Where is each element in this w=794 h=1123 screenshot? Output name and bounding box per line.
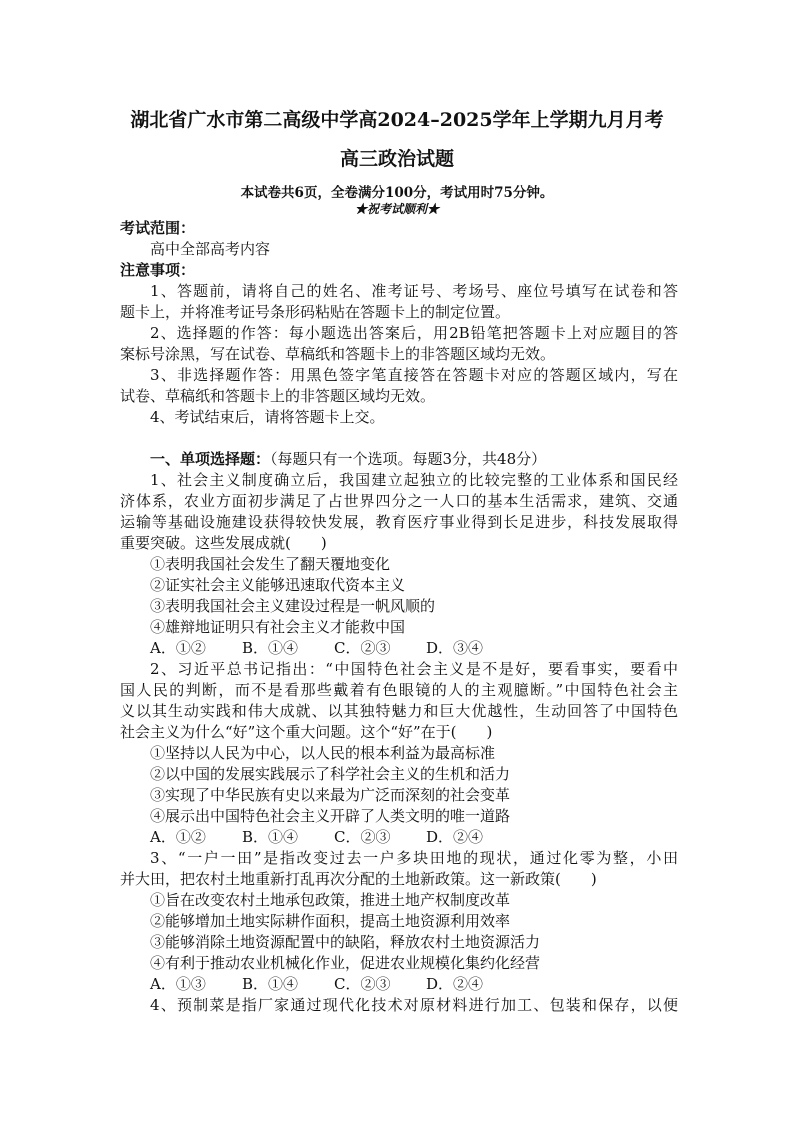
q1-choice-a: A．①② <box>150 639 206 657</box>
q2-stem-line-4: 社会主义为什么“好”这个重大问题。这个“好”在于( ) <box>120 723 493 741</box>
note-1-line-1: 1、答题前，请将自己的姓名、准考证号、考场号、座位号填写在试卷和答 <box>150 282 678 300</box>
q3-statement-4: ④有利于推动农业机械化作业，促进农业规模化集约化经营 <box>150 954 541 972</box>
q3-statement-1: ①旨在改变农村土地承包政策，推进土地产权制度改革 <box>150 891 511 909</box>
q3-choice-c: C．②③ <box>334 975 391 993</box>
exam-info: 本试卷共6页，全卷满分100分，考试用时75分钟。 <box>240 185 554 201</box>
q2-stem-line-3: 义以其生动实践和伟大成就、以其独特魅力和巨大优越性，生动回答了中国特色 <box>120 702 678 720</box>
q1-stem-line-4: 重要突破。这些发展成就( ) <box>120 534 327 552</box>
q1-stem-line-1: 1、社会主义制度确立后，我国建立起独立的比较完整的工业体系和国民经 <box>150 471 678 489</box>
note-3-line-1: 3、非选择题作答：用黑色签字笔直接答在答题卡对应的答题区域内，写在 <box>150 366 678 384</box>
q3-choice-b: B．①④ <box>242 975 299 993</box>
spacer <box>120 428 678 449</box>
q1-choice-d: D．③④ <box>426 639 484 657</box>
exam-title: 湖北省广水市第二高级中学高2024–2025学年上学期九月月考 <box>130 109 664 131</box>
q1-stem-line-2: 济体系，农业方面初步满足了占世界四分之一人口的基本生活需求，建筑、交通 <box>120 492 678 510</box>
q1-statement-1: ①表明我国社会发生了翻天覆地变化 <box>150 555 391 573</box>
scope-text: 高中全部高考内容 <box>150 240 271 258</box>
q1-choice-c: C．②③ <box>334 639 391 657</box>
section-1-instruction: （每题只有一个选项。每题3分，共48分） <box>270 450 547 468</box>
section-1-heading <box>120 449 678 470</box>
q2-statement-3: ③实现了中华民族有史以来最为广泛而深刻的社会变革 <box>150 786 511 804</box>
scope-label: 考试范围： <box>120 219 196 237</box>
q3-stem-line-2: 并大田，把农村土地重新打乱再次分配的土地新政策。这一新政策( ) <box>120 870 597 888</box>
good-luck-wish: ★祝考试顺利★ <box>354 202 439 216</box>
notes-label: 注意事项： <box>120 261 196 279</box>
note-4: 4、考试结束后，请将答题卡上交。 <box>150 408 385 426</box>
q3-statement-3: ③能够消除土地资源配置中的缺陷，释放农村土地资源活力 <box>150 933 541 951</box>
q1-stem-line-3: 运输等基础设施建设获得较快发展，教育医疗事业得到长足进步，科技发展取得 <box>120 513 678 531</box>
q2-choice-d: D．②④ <box>426 828 484 846</box>
q2-choices <box>120 827 678 848</box>
exam-body <box>120 218 678 1016</box>
q3-stem-line-1: 3、“一户一田”是指改变过去一户多块田地的现状，通过化零为整，小田 <box>150 849 678 867</box>
q2-choice-b: B．①④ <box>242 828 299 846</box>
q3-choice-a: A．①③ <box>150 975 206 993</box>
q4-stem-line-1: 4、预制菜是指厂家通过现代化技术对原材料进行加工、包装和保存，以便 <box>150 996 678 1014</box>
q1-statement-4: ④雄辩地证明只有社会主义才能救中国 <box>150 618 406 636</box>
q2-statement-1: ①坚持以人民为中心，以人民的根本利益为最高标准 <box>150 744 496 762</box>
q3-choices <box>120 974 678 995</box>
q2-statement-2: ②以中国的发展实践展示了科学社会主义的生机和活力 <box>150 765 511 783</box>
q2-stem-line-1: 2、习近平总书记指出：“中国特色社会主义是不是好，要看事实，要看中 <box>150 660 678 678</box>
note-2-line-1: 2、选择题的作答：每小题选出答案后，用2B铅笔把答题卡上对应题目的答 <box>150 324 678 342</box>
note-2-line-2: 案标号涂黑，写在试卷、草稿纸和答题卡上的非答题区域均无效。 <box>120 345 556 363</box>
q2-stem-line-2: 国人民的判断，而不是看那些戴着有色眼镜的人的主观臆断。”中国特色社会主 <box>120 681 678 699</box>
q1-statement-2: ②证实社会主义能够迅速取代资本主义 <box>150 576 406 594</box>
q2-statement-4: ④展示出中国特色社会主义开辟了人类文明的唯一道路 <box>150 807 511 825</box>
q3-statement-2: ②能够增加土地实际耕作面积，提高土地资源利用效率 <box>150 912 511 930</box>
q1-choices <box>120 638 678 659</box>
section-1-title: 一、单项选择题： <box>150 450 271 468</box>
q3-choice-d: D．②④ <box>426 975 484 993</box>
note-1-line-2: 题卡上，并将准考证号条形码粘贴在答题卡上的制定位置。 <box>120 303 511 321</box>
q2-choice-c: C．②③ <box>334 828 391 846</box>
q2-choice-a: A．①② <box>150 828 206 846</box>
note-3-line-2: 试卷、草稿纸和答题卡上的非答题区域均无效。 <box>120 387 436 405</box>
q1-statement-3: ③表明我国社会主义建设过程是一帆风顺的 <box>150 597 436 615</box>
exam-subject-title: 高三政治试题 <box>339 148 454 170</box>
q1-choice-b: B．①④ <box>242 639 299 657</box>
